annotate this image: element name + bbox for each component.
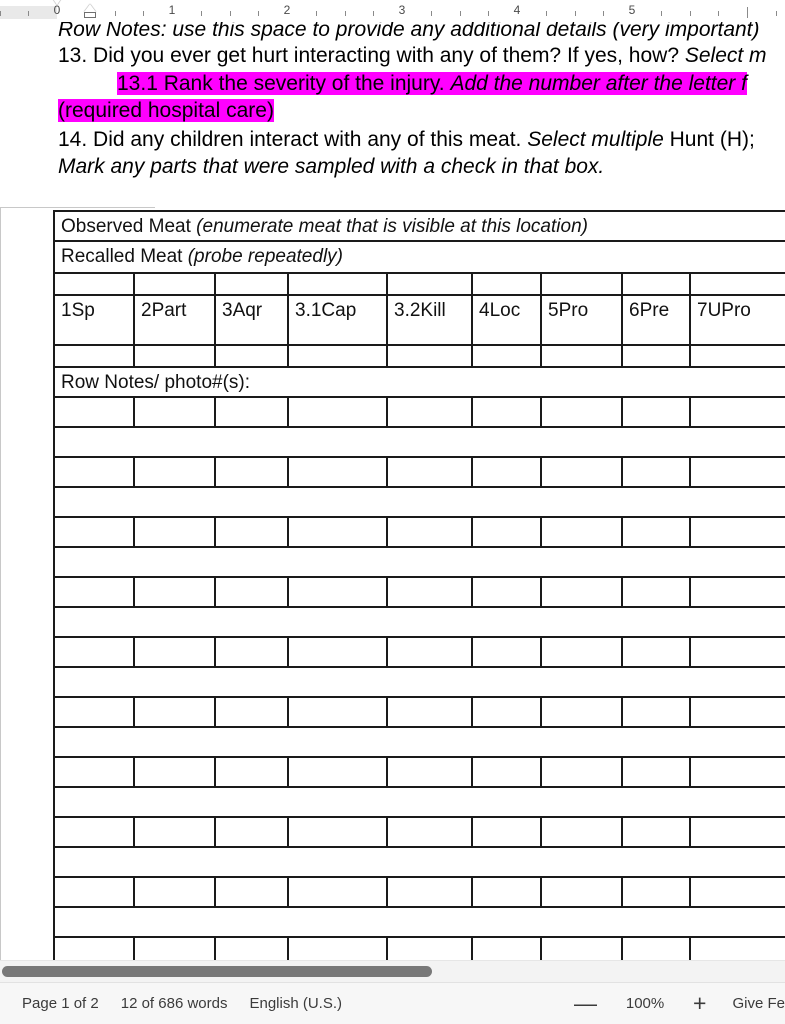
table-row-notes[interactable] <box>53 668 785 698</box>
table-row-data[interactable] <box>53 638 785 668</box>
entry-cell-7UPro[interactable] <box>691 346 785 366</box>
table-row-notes[interactable] <box>53 548 785 578</box>
give-feedback-link[interactable]: Give Fe <box>732 995 785 1012</box>
data-cell-7UPro[interactable] <box>691 398 785 426</box>
data-cell-7UPro[interactable] <box>691 818 785 846</box>
data-cell-3Aqr[interactable] <box>216 398 289 426</box>
ruler-minor-tick <box>230 11 231 16</box>
data-cell-3.1Cap[interactable] <box>289 818 388 846</box>
table-row-data[interactable] <box>53 758 785 788</box>
entry-cell-2Part[interactable] <box>135 346 216 366</box>
table-row-notes[interactable] <box>53 908 785 938</box>
ruler-minor-tick <box>316 11 317 16</box>
data-cell-2Part[interactable] <box>135 698 216 726</box>
spacer-cell-5Pro[interactable] <box>542 274 623 294</box>
data-cell-5Pro[interactable] <box>542 518 623 546</box>
data-cell-3.1Cap[interactable] <box>289 638 388 666</box>
ruler-minor-tick <box>603 11 604 16</box>
data-cell-5Pro[interactable] <box>542 398 623 426</box>
data-cell-1Sp[interactable] <box>55 878 135 906</box>
spacer-cell-3.2Kill[interactable] <box>388 274 473 294</box>
data-cell-6Pre[interactable] <box>623 818 691 846</box>
entry-cell-3Aqr[interactable] <box>216 346 289 366</box>
ruler-minor-tick <box>690 11 691 16</box>
ruler-label-3: 3 <box>398 3 406 17</box>
data-cell-3Aqr[interactable] <box>216 938 289 960</box>
data-cell-7UPro[interactable] <box>691 698 785 726</box>
horizontal-scrollbar[interactable] <box>0 960 785 982</box>
q13-1-line-1 <box>58 70 785 97</box>
data-cell-5Pro[interactable] <box>542 818 623 846</box>
q13-number: 13. <box>58 44 94 67</box>
data-cell-7UPro[interactable] <box>691 578 785 606</box>
column-header-6Pre[interactable]: 6Pre <box>623 296 691 344</box>
q14-line-2: Mark any parts that were sampled with a check in that box. <box>58 155 605 178</box>
data-cell-4Loc[interactable] <box>473 398 542 426</box>
cell-notes[interactable] <box>55 668 785 696</box>
data-cell-2Part[interactable] <box>135 818 216 846</box>
horizontal-scrollbar-thumb[interactable] <box>2 966 432 977</box>
entry-cell-3.1Cap[interactable] <box>289 346 388 366</box>
document-page-canvas[interactable] <box>0 22 785 960</box>
ruler-minor-tick <box>345 11 346 16</box>
status-bar <box>0 982 785 1024</box>
q14-line1-italic: Select multiple <box>527 128 664 151</box>
ruler-minor-tick <box>373 11 374 16</box>
ruler-minor-tick <box>28 11 29 16</box>
ruler-minor-tick <box>718 11 719 16</box>
data-cell-2Part[interactable] <box>135 458 216 486</box>
page-margin-guide-horizontal <box>0 207 155 208</box>
ruler-minor-tick <box>488 11 489 16</box>
q13-1-line-2 <box>58 97 785 124</box>
cell-recalled-meat[interactable] <box>55 242 785 272</box>
entry-cell-3.2Kill[interactable] <box>388 346 473 366</box>
data-cell-7UPro[interactable] <box>691 518 785 546</box>
data-cell-4Loc[interactable] <box>473 458 542 486</box>
observed-meat-label: Observed Meat <box>61 216 197 237</box>
spacer-cell-4Loc[interactable] <box>473 274 542 294</box>
left-indent-marker[interactable] <box>84 12 96 18</box>
data-cell-3.2Kill[interactable] <box>388 518 473 546</box>
data-cell-3.1Cap[interactable] <box>289 518 388 546</box>
data-cell-3.1Cap[interactable] <box>289 698 388 726</box>
data-cell-2Part[interactable] <box>135 938 216 960</box>
spacer-cell-3Aqr[interactable] <box>216 274 289 294</box>
table-row-data[interactable] <box>53 578 785 608</box>
data-cell-3.2Kill[interactable] <box>388 818 473 846</box>
data-cell-2Part[interactable] <box>135 638 216 666</box>
observed-meat-hint: (enumerate meat that is visible at this location) <box>196 216 588 237</box>
zoom-level-label[interactable]: 100% <box>625 995 665 1012</box>
data-cell-4Loc[interactable] <box>473 698 542 726</box>
data-cell-5Pro[interactable] <box>542 638 623 666</box>
paragraph-question-14 <box>58 126 785 180</box>
ruler-label-5: 5 <box>628 3 636 17</box>
data-cell-6Pre[interactable] <box>623 578 691 606</box>
data-cell-3Aqr[interactable] <box>216 758 289 786</box>
data-cell-7UPro[interactable] <box>691 878 785 906</box>
data-cell-1Sp[interactable] <box>55 398 135 426</box>
data-cell-5Pro[interactable] <box>542 458 623 486</box>
data-cell-5Pro[interactable] <box>542 758 623 786</box>
table-row-observed-meat[interactable] <box>53 210 785 242</box>
cell-notes[interactable] <box>55 848 785 876</box>
data-cell-2Part[interactable] <box>135 578 216 606</box>
column-header-3Aqr[interactable]: 3Aqr <box>216 296 289 344</box>
data-cell-3.1Cap[interactable] <box>289 938 388 960</box>
zoom-in-button[interactable]: + <box>693 990 707 1016</box>
ruler-minor-tick <box>258 11 259 16</box>
row-notes-label: Row Notes/ photo#(s): <box>61 372 251 393</box>
data-cell-3.2Kill[interactable] <box>388 938 473 960</box>
cell-notes[interactable] <box>55 548 785 576</box>
q13-1-line1-italic: Add the number after the letter f <box>450 72 747 95</box>
data-cell-6Pre[interactable] <box>623 518 691 546</box>
data-cell-3Aqr[interactable] <box>216 578 289 606</box>
cell-notes[interactable] <box>55 788 785 816</box>
ruler-label-0: 0 <box>53 3 61 17</box>
data-cell-6Pre[interactable] <box>623 638 691 666</box>
data-cell-2Part[interactable] <box>135 518 216 546</box>
data-cell-6Pre[interactable] <box>623 938 691 960</box>
data-cell-3Aqr[interactable] <box>216 818 289 846</box>
data-cell-4Loc[interactable] <box>473 818 542 846</box>
table-row-data[interactable] <box>53 398 785 428</box>
data-cell-2Part[interactable] <box>135 398 216 426</box>
data-cell-5Pro[interactable] <box>542 878 623 906</box>
entry-cell-6Pre[interactable] <box>623 346 691 366</box>
data-cell-3.1Cap[interactable] <box>289 398 388 426</box>
data-collection-table[interactable] <box>53 210 785 960</box>
data-cell-2Part[interactable] <box>135 758 216 786</box>
q13-1-line2-text: (required hospital care) <box>58 99 274 122</box>
ruler-major-tick <box>747 7 748 18</box>
data-cell-3.1Cap[interactable] <box>289 758 388 786</box>
column-header-5Pro[interactable]: 5Pro <box>542 296 623 344</box>
data-cell-5Pro[interactable] <box>542 938 623 960</box>
column-header-7UPro[interactable]: 7UPro <box>697 300 751 321</box>
entry-cell-4Loc[interactable] <box>473 346 542 366</box>
page-margin-guide-vertical <box>0 207 1 960</box>
q13-1-line1-plain: 13.1 Rank the severity of the injury. <box>117 72 451 95</box>
zoom-out-button[interactable]: — <box>574 990 598 1016</box>
spacer-cell-1Sp[interactable] <box>55 274 135 294</box>
cell-notes[interactable] <box>55 428 785 456</box>
ruler-label-4: 4 <box>513 3 521 17</box>
ruler-minor-tick <box>661 11 662 16</box>
cell-notes[interactable] <box>55 728 785 756</box>
data-cell-7UPro[interactable] <box>691 458 785 486</box>
data-cell-1Sp[interactable] <box>55 818 135 846</box>
entry-cell-5Pro[interactable] <box>542 346 623 366</box>
recalled-meat-label: Recalled Meat <box>61 246 188 267</box>
cell-observed-meat[interactable] <box>55 212 785 240</box>
cell-notes[interactable] <box>55 488 785 516</box>
table-row-data[interactable] <box>53 518 785 548</box>
table-row-notes[interactable] <box>53 788 785 818</box>
data-cell-3.2Kill[interactable] <box>388 878 473 906</box>
spacer-cell-6Pre[interactable] <box>623 274 691 294</box>
table-row-data[interactable] <box>53 938 785 960</box>
q14-line1-b: Hunt (H); <box>663 128 755 151</box>
ruler-minor-tick <box>201 11 202 16</box>
data-cell-1Sp[interactable] <box>55 698 135 726</box>
paragraph-question-13-1 <box>58 70 785 124</box>
spacer-cell-7UPro[interactable] <box>691 274 785 294</box>
data-cell-1Sp[interactable] <box>55 758 135 786</box>
q14-line-1 <box>58 126 785 153</box>
data-cell-3.2Kill[interactable] <box>388 578 473 606</box>
data-cell-5Pro[interactable] <box>542 698 623 726</box>
data-cell-4Loc[interactable] <box>473 938 542 960</box>
ruler-minor-tick <box>776 11 777 16</box>
data-cell-1Sp[interactable] <box>55 458 135 486</box>
table-row-data[interactable] <box>53 818 785 848</box>
ruler-minor-tick <box>431 11 432 16</box>
q13-text: Did you ever get hurt interacting with any of them? If yes, how? <box>93 44 685 67</box>
spacer-cell-3.1Cap[interactable] <box>289 274 388 294</box>
data-cell-3.2Kill[interactable] <box>388 398 473 426</box>
column-header-4Loc[interactable]: 4Loc <box>473 296 542 344</box>
data-cell-6Pre[interactable] <box>623 398 691 426</box>
ruler-minor-tick <box>0 11 1 16</box>
cell-row-notes-label[interactable] <box>55 368 785 396</box>
status-language[interactable]: English (U.S.) <box>249 995 343 1012</box>
data-cell-7UPro[interactable] <box>691 938 785 960</box>
table-row-notes[interactable] <box>53 848 785 878</box>
data-cell-3.1Cap[interactable] <box>289 878 388 906</box>
table-row-data[interactable] <box>53 698 785 728</box>
entry-cell-1Sp[interactable] <box>55 346 135 366</box>
data-cell-3.2Kill[interactable] <box>388 758 473 786</box>
data-cell-7UPro[interactable] <box>691 638 785 666</box>
cell-notes[interactable] <box>55 908 785 936</box>
data-cell-4Loc[interactable] <box>473 578 542 606</box>
ruler-minor-tick <box>143 11 144 16</box>
data-cell-3.2Kill[interactable] <box>388 458 473 486</box>
data-cell-2Part[interactable] <box>135 878 216 906</box>
data-cell-4Loc[interactable] <box>473 638 542 666</box>
table-row-data[interactable] <box>53 458 785 488</box>
data-cell-3.1Cap[interactable] <box>289 458 388 486</box>
data-cell-1Sp[interactable] <box>55 938 135 960</box>
data-cell-1Sp[interactable] <box>55 638 135 666</box>
table-row-notes[interactable] <box>53 428 785 458</box>
hanging-indent-marker[interactable] <box>84 4 96 12</box>
status-word-count[interactable]: 12 of 686 words <box>120 995 228 1012</box>
data-cell-3.2Kill[interactable] <box>388 698 473 726</box>
cell-notes[interactable] <box>55 608 785 636</box>
data-cell-4Loc[interactable] <box>473 878 542 906</box>
recalled-meat-hint: (probe repeatedly) <box>187 246 343 267</box>
ruler-minor-tick <box>546 11 547 16</box>
horizontal-ruler[interactable] <box>0 0 785 22</box>
table-row-row-notes-header[interactable] <box>53 368 785 398</box>
ruler-label-1: 1 <box>168 3 176 17</box>
table-row-spacer-above-headers[interactable] <box>53 274 785 296</box>
data-cell-1Sp[interactable] <box>55 578 135 606</box>
data-cell-6Pre[interactable] <box>623 878 691 906</box>
data-cell-4Loc[interactable] <box>473 758 542 786</box>
ruler-minor-tick <box>460 11 461 16</box>
status-page-indicator[interactable]: Page 1 of 2 <box>22 995 99 1012</box>
table-row-notes[interactable] <box>53 728 785 758</box>
table-row-column-headers[interactable] <box>53 296 785 346</box>
data-cell-1Sp[interactable] <box>55 518 135 546</box>
data-cell-3Aqr[interactable] <box>216 518 289 546</box>
paragraph-row-notes-clipped: Row Notes: use this space to provide any additional details (very important) <box>58 22 760 41</box>
data-cell-3Aqr[interactable] <box>216 698 289 726</box>
ruler-label-2: 2 <box>283 3 291 17</box>
paragraph-question-13 <box>58 42 767 69</box>
data-cell-7UPro[interactable] <box>691 758 785 786</box>
table-row-recalled-meat[interactable] <box>53 242 785 274</box>
table-row-notes[interactable] <box>53 488 785 518</box>
table-row-data[interactable] <box>53 878 785 908</box>
table-row-entry-1[interactable] <box>53 346 785 368</box>
data-cell-3.1Cap[interactable] <box>289 578 388 606</box>
data-cell-5Pro[interactable] <box>542 578 623 606</box>
q13-italic-tail: Select m <box>684 44 767 67</box>
data-cell-6Pre[interactable] <box>623 758 691 786</box>
first-line-indent-marker[interactable] <box>51 0 63 5</box>
table-row-notes[interactable] <box>53 608 785 638</box>
column-header-1Sp[interactable]: 1Sp <box>55 296 135 344</box>
column-header-3.2Kill[interactable]: 3.2Kill <box>388 296 473 344</box>
ruler-minor-tick <box>115 11 116 16</box>
data-cell-3Aqr[interactable] <box>216 878 289 906</box>
column-header-3.1Cap[interactable]: 3.1Cap <box>289 296 388 344</box>
data-cell-3Aqr[interactable] <box>216 638 289 666</box>
ruler-minor-tick <box>575 11 576 16</box>
data-cell-4Loc[interactable] <box>473 518 542 546</box>
spacer-cell-2Part[interactable] <box>135 274 216 294</box>
data-cell-3.2Kill[interactable] <box>388 638 473 666</box>
column-header-2Part[interactable]: 2Part <box>135 296 216 344</box>
data-cell-6Pre[interactable] <box>623 698 691 726</box>
q14-line1-a: 14. Did any children interact with any of this meat. <box>58 128 528 151</box>
data-cell-6Pre[interactable] <box>623 458 691 486</box>
data-cell-3Aqr[interactable] <box>216 458 289 486</box>
